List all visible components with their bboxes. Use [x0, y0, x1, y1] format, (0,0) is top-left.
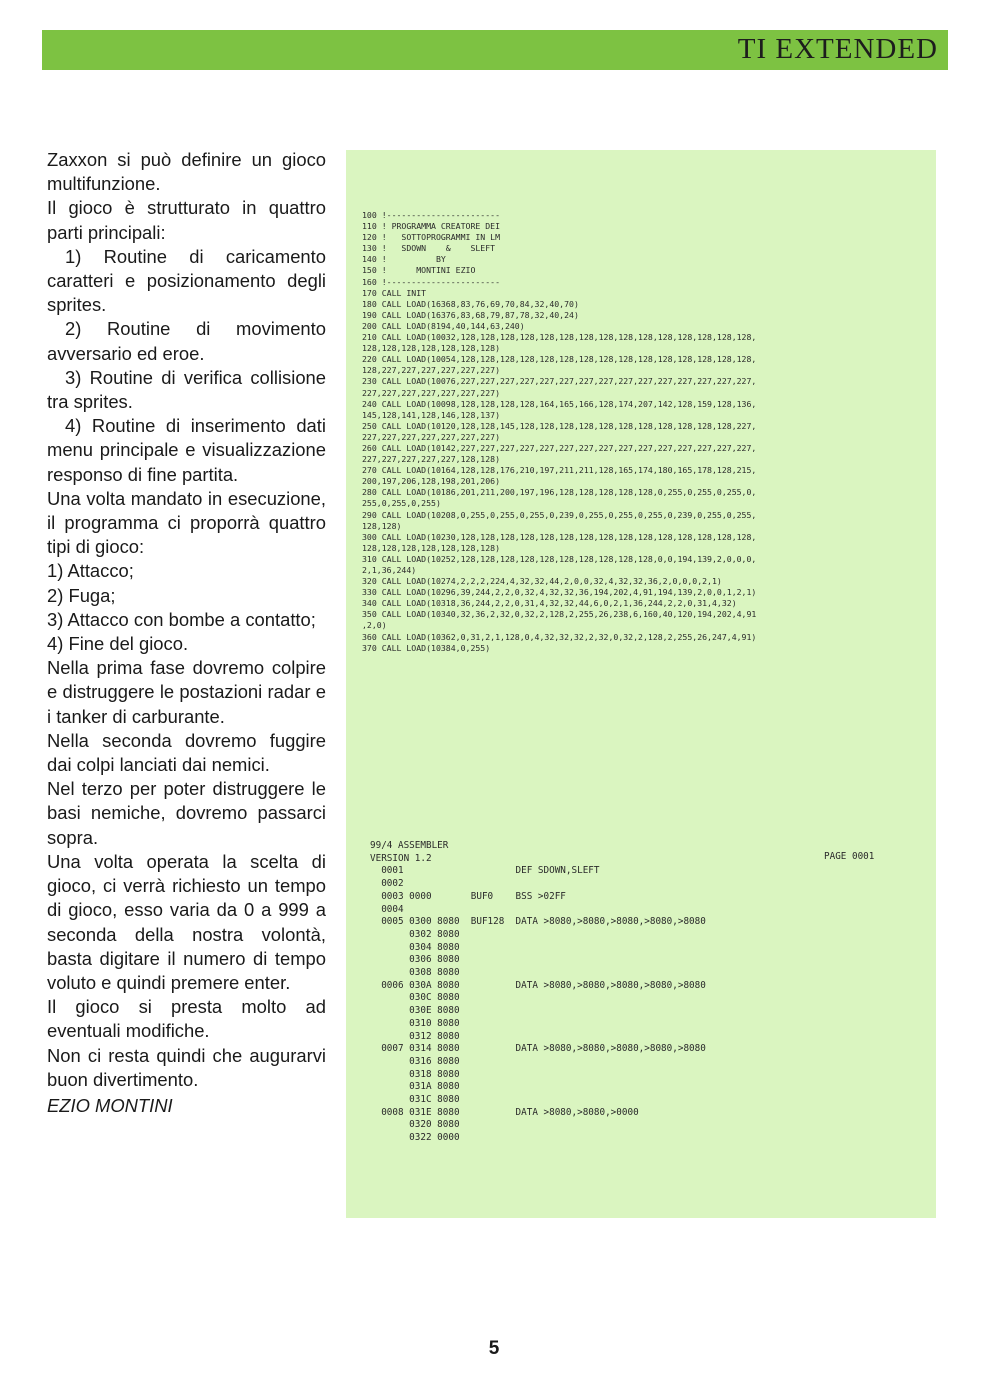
- basic-code-line: 227,227,227,227,227,227,227): [362, 431, 501, 442]
- basic-code-line: 128,128,128,128,128,128,128): [362, 542, 501, 553]
- basic-code-line: 140 ! BY: [362, 254, 446, 265]
- assembler-page-label: PAGE 0001: [824, 851, 875, 862]
- basic-code-line: 250 CALL LOAD(10120,128,128,145,128,128,128,128,128,128,128,128,128,128,128,227,: [362, 420, 757, 431]
- basic-code-line: 220 CALL LOAD(10054,128,128,128,128,128,128,128,128,128,128,128,128,128,128,128,: [362, 354, 757, 365]
- basic-code-line: 255,0,255,0,255): [362, 498, 441, 509]
- assembler-code-line: 0003 0000 BUF0 BSS >02FF: [370, 890, 566, 902]
- assembler-code-line: 0004: [370, 903, 404, 915]
- assembler-code-line: 031C 8080: [370, 1094, 460, 1106]
- basic-listing: [362, 210, 756, 654]
- basic-code-line: 330 CALL LOAD(10296,39,244,2,2,0,32,4,32,32,36,194,202,4,91,194,139,2,0,0,1,2,1): [362, 587, 757, 598]
- basic-code-line: ,2,0): [362, 620, 387, 631]
- basic-code-line: 200,197,206,128,198,201,206): [362, 476, 501, 487]
- section-title: TI EXTENDED: [737, 33, 938, 65]
- basic-code-line: 120 ! SOTTOPROGRAMMI IN LM: [362, 232, 501, 243]
- basic-code-line: 170 CALL INIT: [362, 287, 427, 298]
- section-header: [42, 30, 948, 70]
- article-paragraph: 4) Fine del gioco.: [47, 633, 189, 655]
- assembler-code-line: 030E 8080: [370, 1005, 460, 1017]
- basic-code-line: 300 CALL LOAD(10230,128,128,128,128,128,128,128,128,128,128,128,128,128,128,128,: [362, 531, 757, 542]
- basic-code-line: 280 CALL LOAD(10186,201,211,200,197,196,128,128,128,128,128,0,255,0,255,0,255,0,: [362, 487, 757, 498]
- article-paragraph: Una volta operata la scelta di gioco, ci verrà richiesto un tempo di gioco, esso varia da 0 a 999 a seconda della nostra volontà, basta digitare il numero di tempo voluto e quindi premere enter.: [47, 850, 326, 993]
- basic-code-line: 260 CALL LOAD(10142,227,227,227,227,227,227,227,227,227,227,227,227,227,227,227,: [362, 442, 757, 453]
- assembler-listing: [370, 840, 706, 1145]
- basic-code-line: 227,227,227,227,227,128,128): [362, 454, 501, 465]
- assembler-code-line: 0302 8080: [370, 928, 460, 940]
- basic-code-line: 150 ! MONTINI EZIO: [362, 265, 476, 276]
- article-paragraph: 1) Attacco;: [47, 560, 134, 582]
- assembler-code-line: 0316 8080: [370, 1055, 460, 1067]
- basic-code-line: 310 CALL LOAD(10252,128,128,128,128,128,128,128,128,128,128,0,0,194,139,2,0,0,0,: [362, 553, 757, 564]
- assembler-code-line: 0310 8080: [370, 1017, 460, 1029]
- assembler-code-line: 0008 031E 8080 DATA >8080,>8080,>0000: [370, 1106, 639, 1118]
- article-paragraph: 3) Attacco con bombe a contatto;: [47, 608, 316, 630]
- basic-code-line: 210 CALL LOAD(10032,128,128,128,128,128,128,128,128,128,128,128,128,128,128,128,: [362, 332, 757, 343]
- assembler-code-line: VERSION 1.2: [370, 852, 432, 864]
- assembler-code-line: 0320 8080: [370, 1119, 460, 1131]
- basic-code-line: 240 CALL LOAD(10098,128,128,128,128,164,165,166,128,174,207,142,128,159,128,136,: [362, 398, 757, 409]
- article-paragraph: Una volta mandato in esecuzione, il programma ci proporrà quattro tipi di gioco:: [47, 487, 326, 558]
- basic-code-line: 370 CALL LOAD(10384,0,255): [362, 642, 491, 653]
- assembler-code-line: 99/4 ASSEMBLER: [370, 840, 449, 851]
- article-paragraph: Zaxxon si può definire un gioco multifunzione.: [47, 149, 326, 195]
- article-paragraph: Non ci resta quindi che augurarvi buon divertimento.: [47, 1044, 326, 1090]
- assembler-code-line: 0007 0314 8080 DATA >8080,>8080,>8080,>8080,>8080: [370, 1043, 706, 1055]
- article-paragraph: 2) Fuga;: [47, 584, 116, 606]
- basic-code-line: 128,227,227,227,227,227,227): [362, 365, 501, 376]
- basic-code-line: 110 ! PROGRAMMA CREATORE DEI: [362, 221, 501, 232]
- basic-code-line: 200 CALL LOAD(8194,40,144,63,240): [362, 320, 525, 331]
- basic-code-line: 230 CALL LOAD(10076,227,227,227,227,227,227,227,227,227,227,227,227,227,227,227,: [362, 376, 757, 387]
- assembler-code-line: 0308 8080: [370, 967, 460, 979]
- basic-code-line: 350 CALL LOAD(10340,32,36,2,32,0,32,2,128,2,255,26,238,6,160,40,120,194,202,4,91: [362, 609, 757, 620]
- assembler-code-line: 030C 8080: [370, 992, 460, 1004]
- assembler-code-line: 0005 0300 8080 BUF128 DATA >8080,>8080,>8080,>8080,>8080: [370, 916, 706, 928]
- article-paragraph: Il gioco è strutturato in quattro parti principali:: [47, 197, 326, 243]
- assembler-code-line: 031A 8080: [370, 1081, 460, 1093]
- basic-code-line: 145,128,141,128,146,128,137): [362, 409, 501, 420]
- basic-code-line: 360 CALL LOAD(10362,0,31,2,1,128,0,4,32,32,32,2,32,0,32,2,128,2,255,26,247,4,91): [362, 631, 757, 642]
- article-paragraph: 2) Routine di movimento avversario ed eroe.: [47, 318, 326, 364]
- article-paragraph: 4) Routine di inserimento dati menu principale e visualizzazione responso di fine partita.: [47, 415, 326, 485]
- basic-code-line: 100 !-----------------------: [362, 210, 501, 220]
- article-paragraph: 3) Routine di verifica collisione tra sprites.: [47, 366, 326, 413]
- basic-code-line: 190 CALL LOAD(16376,83,68,79,87,78,32,40,24): [362, 309, 579, 320]
- assembler-code-line: 0006 030A 8080 DATA >8080,>8080,>8080,>8080,>8080: [370, 979, 706, 991]
- article-paragraph: Nella seconda dovremo fuggire dai colpi lanciati dai nemici.: [47, 729, 326, 776]
- basic-code-line: 320 CALL LOAD(10274,2,2,2,224,4,32,32,44,2,0,0,32,4,32,32,36,2,0,0,0,2,1): [362, 576, 722, 587]
- author-signature: EZIO MONTINI: [47, 1094, 173, 1116]
- basic-code-line: 270 CALL LOAD(10164,128,128,176,210,197,211,211,128,165,174,180,165,178,128,215,: [362, 465, 757, 476]
- assembler-code-line: 0002: [370, 878, 404, 890]
- assembler-code-line: 0001 DEF SDOWN,SLEFT: [370, 865, 600, 877]
- assembler-code-line: 0304 8080: [370, 941, 460, 953]
- basic-code-line: 180 CALL LOAD(16368,83,76,69,70,84,32,40,70): [362, 298, 579, 309]
- assembler-code-line: 0312 8080: [370, 1030, 460, 1042]
- basic-code-line: 128,128,128,128,128,128,128): [362, 343, 501, 354]
- basic-code-line: 227,227,227,227,227,227,227): [362, 387, 501, 398]
- assembler-code-line: 0322 0000: [370, 1132, 460, 1144]
- article-body: [47, 148, 326, 1118]
- basic-code-line: 160 !-----------------------: [362, 276, 501, 287]
- basic-code-line: 340 CALL LOAD(10318,36,244,2,2,0,31,4,32,32,44,6,0,2,1,36,244,2,2,0,31,4,32): [362, 598, 737, 609]
- article-paragraph: Nel terzo per poter distruggere le basi nemiche, dovremo passarci sopra.: [47, 778, 326, 848]
- basic-code-line: 130 ! SDOWN & SLEFT: [362, 243, 496, 254]
- article-paragraph: Nella prima fase dovremo colpire e distruggere le postazioni radar e i tanker di carburante.: [47, 657, 326, 727]
- assembler-code-line: 0318 8080: [370, 1068, 460, 1080]
- assembler-code-line: 0306 8080: [370, 954, 460, 966]
- basic-code-line: 128,128): [362, 520, 402, 531]
- basic-code-line: 290 CALL LOAD(10208,0,255,0,255,0,255,0,239,0,255,0,255,0,255,0,239,0,255,0,255,: [362, 509, 757, 520]
- article-paragraph: Il gioco si presta molto ad eventuali modifiche.: [47, 996, 326, 1042]
- article-paragraph: 1) Routine di caricamento caratteri e posizionamento degli sprites.: [47, 245, 326, 316]
- basic-code-line: 2,1,36,244): [362, 565, 417, 575]
- page-number: 5: [488, 1338, 500, 1359]
